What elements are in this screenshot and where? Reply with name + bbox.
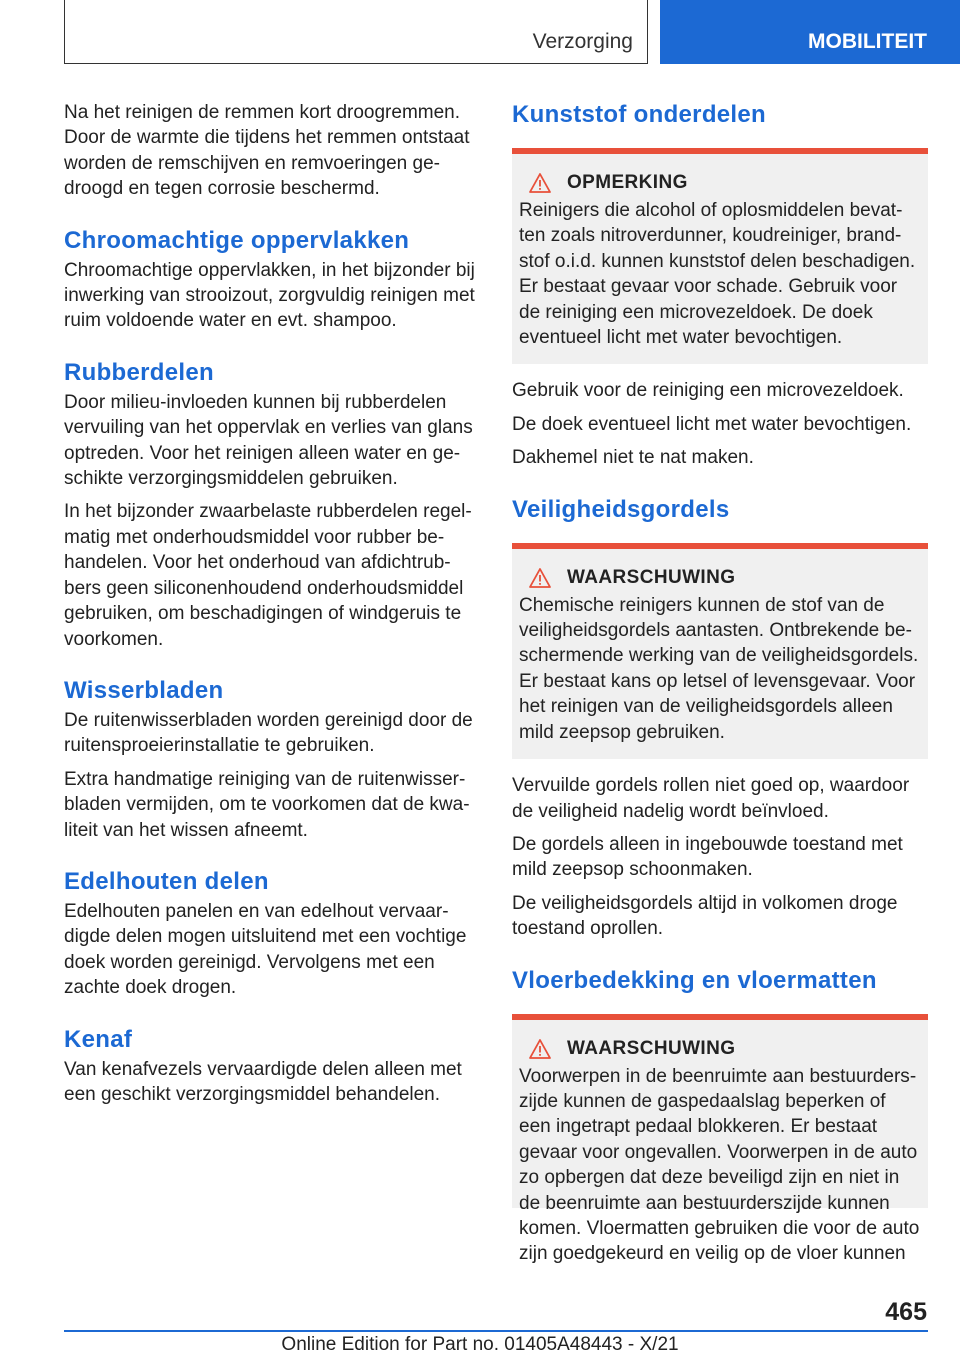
notice-box-floor: [512, 1014, 928, 1265]
notice-text: Chemische reinigers kunnen de stof van de veiligheidsgordels aantasten. Ontbrekende beschermende werking van de veiligheidsgordels. Er bestaat kans op letsel of levensgevaar. Voor het reinigen van de veiligheidsgordels alleen mild zeepsop gebruiken.: [519, 594, 919, 743]
wipers-paragraph-2: Extra handmatige reiniging van de ruitenwisserbladen vermijden, om te voorkomen dat de kwaliteit van het wissen afneemt.: [64, 768, 470, 841]
warning-triangle-icon: [529, 1039, 551, 1059]
right-column: [512, 100, 928, 1265]
notice-title-row: [519, 567, 920, 589]
section-title-floor: Vloerbedekking en vloermatten: [512, 966, 877, 994]
plastic-paragraph-2: De doek eventueel licht met water bevochtigen.: [512, 413, 912, 435]
notice-title-row: [519, 1038, 920, 1060]
kenaf-paragraph: Van kenafvezels vervaardigde delen alleen met een geschikt verzorgingsmiddel behandelen.: [64, 1058, 462, 1105]
notice-title: OPMERKING: [567, 172, 688, 193]
rubber-paragraph-1: Door milieu-invloeden kunnen bij rubberdelen vervuiling van het oppervlak en verlies van glans optreden. Voor het reinigen alleen water en geschikte verzorgingsmiddelen gebruiken.: [64, 391, 473, 490]
header-chapter-label: MOBILITEIT: [808, 30, 927, 53]
footer-divider: [64, 1330, 928, 1332]
belts-paragraph-1: Vervuilde gordels rollen niet goed op, waardoor de veiligheid nadelig wordt beïnvloed.: [512, 775, 910, 822]
notice-title: WAARSCHUWING: [567, 566, 736, 588]
warning-triangle-icon: [529, 568, 551, 588]
notice-box-plastic: [512, 148, 928, 364]
chrome-paragraph: Chroomachtige oppervlakken, in het bijzonder bij inwerking van strooizout, zorgvuldig reinigen met ruim voldoende water en evt. shampoo.: [64, 259, 475, 332]
notice-text: Voorwerpen in de beenruimte aan bestuurderszijde kunnen de gaspedaalslag beperken of een ingetrapt pedaal blokkeren. Er bestaat gevaar voor ongevallen. Voorwerpen in de auto zo opbergen dat deze beveiligd zijn en niet in de beenruimte aan bestuurderszijde kunnen komen. Vloermatten gebruiken die voor de auto zijn goedgekeurd en veilig op de vloer kunnen: [519, 1065, 920, 1265]
page-number: 465: [885, 1298, 927, 1326]
belts-paragraph-3: De veiligheidsgordels altijd in volkomen droge toestand oprollen.: [512, 892, 898, 940]
plastic-paragraph-1: Gebruik voor de reiniging een microvezeldoek.: [512, 380, 904, 402]
section-title-chrome: Chroomachtige oppervlakken: [64, 226, 410, 254]
plastic-paragraph-3: Dakhemel niet te nat maken.: [512, 447, 754, 469]
header-section-box: [64, 0, 648, 64]
warning-triangle-icon: [529, 173, 551, 193]
header-section-label: Verzorging: [532, 30, 633, 53]
intro-paragraph: Na het reinigen de remmen kort droogremmen. Door de warmte die tijdens het remmen ontstaat worden de remschijven en remvoeringen gedroogd en tegen corrosie beschermd.: [64, 102, 470, 200]
header-chapter-box: [660, 0, 960, 64]
section-title-rubber: Rubberdelen: [64, 358, 214, 386]
section-title-belts: Veiligheidsgordels: [512, 495, 730, 523]
section-title-plastic: Kunststof onderdelen: [512, 101, 767, 128]
belts-paragraph-2: De gordels alleen in ingebouwde toestand met mild zeepsop schoonmaken.: [512, 833, 903, 881]
notice-title-row: [519, 172, 920, 194]
left-column: [64, 100, 478, 1115]
section-title-kenaf: Kenaf: [64, 1025, 133, 1053]
wipers-paragraph-1: De ruitenwisserbladen worden gereinigd door de ruitensproeierinstallatie te gebruiken.: [64, 709, 473, 757]
section-title-wood: Edelhouten delen: [64, 867, 269, 895]
wood-paragraph: Edelhouten panelen en van edelhout vervaardigde delen mogen uitsluitend met een vochtige doek worden gereinigd. Vervolgens met een zachte doek drogen.: [64, 900, 467, 999]
notice-box-belts: [512, 543, 928, 759]
notice-title: WAARSCHUWING: [567, 1037, 736, 1059]
notice-text: Reinigers die alcohol of oplosmiddelen bevatten zoals nitroverdunner, koudreiniger, brandstof o.i.d. kunnen kunststof delen beschadigen. Er bestaat gevaar voor schade. Gebruik voor de reiniging een microvezeldoek. De doek eventueel licht met water bevochtigen.: [519, 200, 916, 349]
section-title-wipers: Wisserbladen: [64, 676, 224, 704]
edition-footer: Online Edition for Part no. 01405A48443 - X/21: [281, 1334, 679, 1355]
rubber-paragraph-2: In het bijzonder zwaarbelaste rubberdelen regelmatig met onderhoudsmiddel voor rubber behandelen. Voor het onderhoud van afdichtrubbers geen siliconenhoudend onderhoudsmiddel gebruiken, om beschadigingen of windgeruis te voorkomen.: [64, 501, 472, 650]
